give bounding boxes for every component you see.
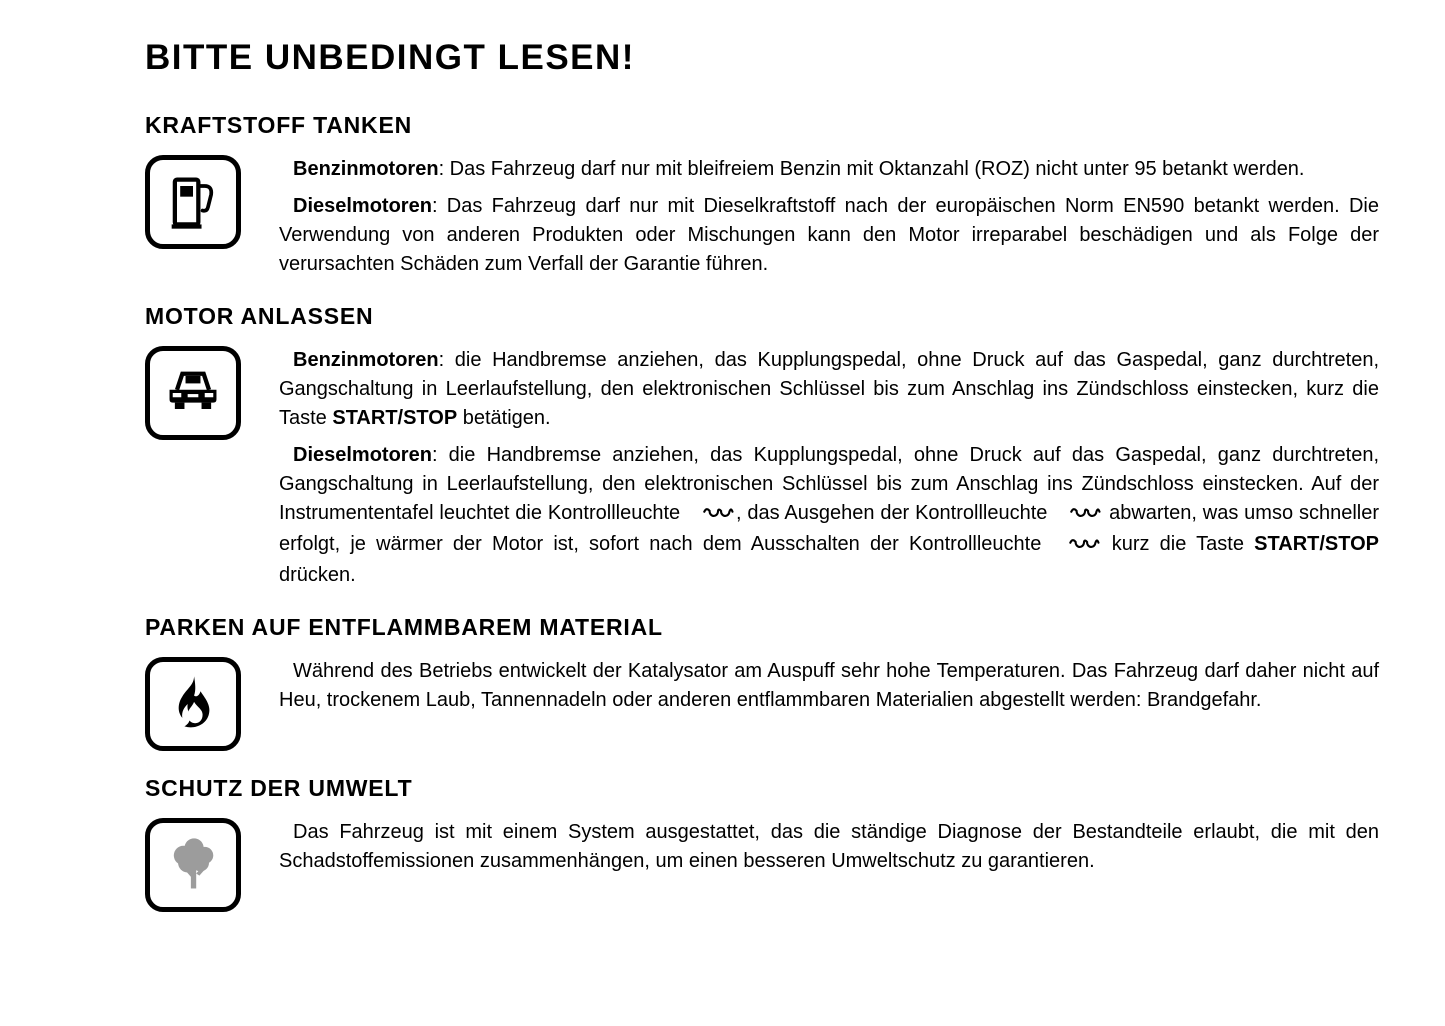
glow-plug-indicator-icon [1055,501,1101,530]
paragraph-text: abwarten, was umso schneller erfolgt, je wärmer der Motor ist, sofort nach dem Ausschalten der Kontrollleuchte [279,502,1379,555]
section-text [279,657,1379,715]
paragraph-text: Während des Betriebs entwickelt der Katalysator am Auspuff sehr hohe Temperaturen. Das Fahrzeug darf daher nicht auf Heu, trockenem Laub, Tannennadeln oder anderen entflammbaren Materialien abgestellt werden: Brandgefahr. [279,660,1379,711]
tree-icon [145,818,241,912]
flame-icon [145,657,241,751]
section-parken [145,614,1379,751]
section-umwelt [145,775,1379,912]
glow-plug-indicator-icon [1054,532,1100,561]
section-text [279,155,1379,279]
section-heading: MOTOR ANLASSEN [145,303,374,329]
section-body [145,346,1379,590]
paragraph-lead: Dieselmotoren [293,444,432,466]
page-title: BITTE UNBEDINGT LESEN! [145,38,635,77]
section-body [145,818,1379,912]
paragraph-text: : die Handbremse anziehen, das Kupplungspedal, ohne Druck auf das Gaspedal, ganz durchtreten, Gangschaltung in Leerlaufstellung, den elektronischen Schlüssel bis zum Anschlag ins Zündschloss einstecken. Auf der Instrumententafel leuchtet die Kontrollleuchte [279,444,1379,524]
start-stop-label: START/STOP [1254,533,1379,555]
section-body [145,657,1379,751]
paragraph-dieselmotoren [279,192,1379,279]
section-body [145,155,1379,279]
paragraph-lead: Dieselmotoren [293,195,432,217]
paragraph-benzinmotoren [279,346,1379,433]
paragraph-text: : die Handbremse anziehen, das Kupplungspedal, ohne Druck auf das Gaspedal, ganz durchtreten, Gangschaltung in Leerlaufstellung, den elektronischen Schlüssel bis zum Anschlag ins Zündschloss einstecken, kurz die Taste [279,349,1379,429]
section-motor-anlassen [145,303,1379,590]
section-heading: SCHUTZ DER UMWELT [145,775,413,801]
section-kraftstoff-tanken [145,112,1379,279]
paragraph-text: betätigen. [457,407,551,429]
paragraph-lead: Benzinmotoren [293,349,439,371]
car-icon [145,346,241,440]
paragraph-text: , das Ausgehen der Kontrollleuchte [735,502,1054,524]
glow-plug-indicator-icon [688,501,734,530]
section-text [279,346,1379,590]
paragraph-text: Das Fahrzeug ist mit einem System ausgestattet, das die ständige Diagnose der Bestandteile erlaubt, die mit den Schadstoffemissionen zusammenhängen, um einen besseren Umweltschutz zu garantieren. [279,821,1379,872]
paragraph-benzinmotoren [279,155,1379,184]
paragraph-text: kurz die Taste [1101,533,1255,555]
fuel-pump-icon [145,155,241,249]
paragraph-lead: Benzinmotoren [293,158,439,180]
section-text [279,818,1379,876]
paragraph-text: drücken. [279,564,356,586]
paragraph-dieselmotoren [279,441,1379,590]
paragraph [279,818,1379,876]
section-heading: KRAFTSTOFF TANKEN [145,112,413,138]
paragraph-text: : Das Fahrzeug darf nur mit Dieselkraftstoff nach der europäischen Norm EN590 betankt werden. Die Verwendung von anderen Produkten oder Mischungen kann den Motor irreparabel beschädigen und als Folge der verursachten Schäden zum Verfall der Garantie führen. [279,195,1379,275]
paragraph [279,657,1379,715]
paragraph-text: : Das Fahrzeug darf nur mit bleifreiem Benzin mit Oktanzahl (ROZ) nicht unter 95 betankt werden. [438,158,1305,180]
section-heading: PARKEN AUF ENTFLAMMBAREM MATERIAL [145,614,663,640]
start-stop-label: START/STOP [332,407,458,429]
